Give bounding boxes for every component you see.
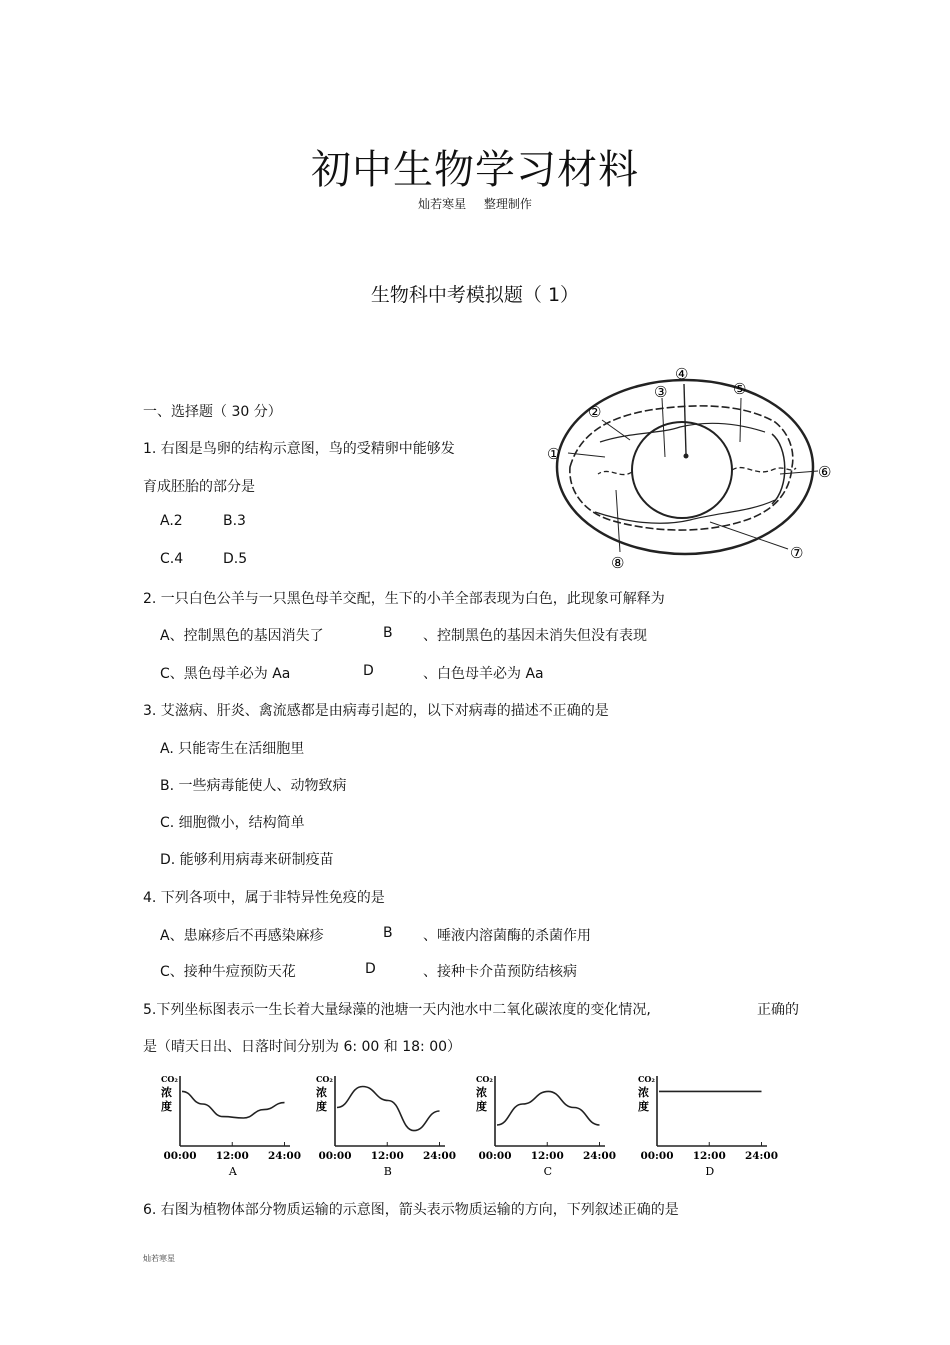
q3-stem: 3. 艾滋病、肝炎、禽流感都是由病毒引起的，以下对病毒的描述不正确的是 — [143, 703, 609, 719]
egg-label-2: ② — [588, 403, 602, 421]
egg-label-5: ⑤ — [733, 380, 747, 398]
chart-d-ylabel-2: 度 — [638, 1100, 649, 1113]
egg-label-3: ③ — [654, 383, 668, 401]
chart-b-label: B — [383, 1165, 392, 1178]
section-heading: 一、选择题（ 30 分） — [143, 404, 282, 420]
egg-structure-diagram — [540, 362, 840, 572]
q6-stem: 6. 右图为植物体部分物质运输的示意图，箭头表示物质运输的方向，下列叙述正确的是 — [143, 1202, 679, 1218]
chart-c-xtick-2: 24:00 — [582, 1150, 617, 1162]
q1-stem-line2: 育成胚胎的部分是 — [143, 479, 255, 495]
q2-stem: 2. 一只白色公羊与一只黑色母羊交配，生下的小羊全部表现为白色，此现象可解释为 — [143, 591, 665, 607]
chart-a-ylabel-1: 浓 — [161, 1086, 172, 1099]
q4-option-b: 、唾液内溶菌酶的杀菌作用 — [423, 928, 591, 944]
page-footer: 灿若寒星 — [143, 1254, 175, 1263]
chalaza-left — [598, 471, 632, 474]
chalaza-right — [732, 468, 796, 472]
egg-membrane — [570, 406, 793, 530]
chart-d-xtick-1: 12:00 — [692, 1150, 726, 1162]
egg-label-1: ① — [547, 445, 561, 463]
egg-label-6: ⑥ — [818, 463, 832, 481]
q2-option-b-letter: B — [383, 625, 393, 641]
q2-option-b: 、控制黑色的基因未消失但没有表现 — [423, 628, 647, 644]
chart-c-ylabel-0: CO₂ — [476, 1074, 493, 1084]
q4-option-a: A、患麻疹后不再感染麻疹 — [160, 928, 324, 944]
chart-b-ylabel-0: CO₂ — [316, 1074, 333, 1084]
q4-option-b-letter: B — [383, 925, 393, 941]
chart-a-xtick-2: 24:00 — [267, 1150, 302, 1162]
q5-stem-line1-right: 正确的 — [757, 1002, 799, 1018]
q4-option-d: 、接种卡介苗预防结核病 — [423, 964, 577, 980]
q2-option-c: C、黑色母羊必为 Aa — [160, 666, 291, 682]
chart-d-ylabel-1: 浓 — [638, 1086, 649, 1099]
chart-d-xtick-2: 24:00 — [744, 1150, 779, 1162]
chart-d-xtick-0: 00:00 — [640, 1150, 674, 1162]
chart-b-ylabel-1: 浓 — [316, 1086, 327, 1099]
chart-a-xtick-1: 12:00 — [215, 1150, 249, 1162]
q3-option-d: D. 能够利用病毒来研制疫苗 — [160, 852, 334, 868]
document-title: 初中生物学习材料 — [311, 147, 639, 193]
q2-option-a: A、控制黑色的基因消失了 — [160, 628, 324, 644]
chart-b-xtick-0: 00:00 — [318, 1150, 352, 1162]
chart-b-curve — [337, 1087, 440, 1131]
chart-a-ylabel-2: 度 — [161, 1100, 172, 1113]
chart-a-curve — [182, 1091, 285, 1118]
chart-c-ylabel-2: 度 — [476, 1100, 487, 1113]
q3-option-b: B. 一些病毒能使人、动物致病 — [160, 778, 347, 794]
q5-stem-line1: 5.下列坐标图表示一生长着大量绿藻的池塘一天内池水中二氧化碳浓度的变化情况, — [143, 1002, 651, 1018]
q4-option-d-letter: D — [365, 961, 376, 977]
chart-b-xtick-2: 24:00 — [422, 1150, 457, 1162]
exam-title: 生物科中考模拟题（ 1） — [370, 284, 580, 306]
q5-stem-line2: 是（晴天日出、日落时间分别为 6: 00 和 18: 00） — [143, 1039, 462, 1055]
q2-option-d: 、白色母羊必为 Aa — [423, 666, 544, 682]
q4-option-c: C、接种牛痘预防天花 — [160, 964, 296, 980]
chart-c-label: C — [543, 1165, 553, 1178]
document-subtitle: 灿若寒星 整理制作 — [418, 197, 532, 211]
q4-stem: 4. 下列各项中，属于非特异性免疫的是 — [143, 890, 385, 906]
q1-stem-line1: 1. 右图是鸟卵的结构示意图，鸟的受精卵中能够发 — [143, 441, 455, 457]
chart-d-label: D — [705, 1165, 715, 1178]
q1-option-a: A.2 — [160, 513, 183, 529]
chart-c-ylabel-1: 浓 — [476, 1086, 487, 1099]
chart-c-xtick-0: 00:00 — [478, 1150, 512, 1162]
q1-option-d: D.5 — [223, 551, 248, 567]
q3-option-a: A. 只能寄生在活细胞里 — [160, 741, 305, 757]
q3-option-c: C. 细胞微小，结构简单 — [160, 815, 305, 831]
q1-option-c: C.4 — [160, 551, 184, 567]
egg-yolk — [632, 422, 732, 518]
chart-b-ylabel-2: 度 — [316, 1100, 327, 1113]
egg-label-4: ④ — [675, 365, 689, 383]
chart-a-label: A — [228, 1165, 237, 1178]
chart-a-ylabel-0: CO₂ — [161, 1074, 178, 1084]
chart-c-xtick-1: 12:00 — [530, 1150, 564, 1162]
q1-option-b: B.3 — [223, 513, 246, 529]
co2-charts — [150, 1068, 800, 1180]
chart-b-xtick-1: 12:00 — [370, 1150, 404, 1162]
q2-option-d-letter: D — [363, 663, 374, 679]
chart-d-ylabel-0: CO₂ — [638, 1074, 655, 1084]
egg-label-8: ⑧ — [611, 554, 625, 572]
egg-label-7: ⑦ — [790, 544, 804, 562]
chart-c-curve — [497, 1091, 600, 1125]
chart-a-xtick-0: 00:00 — [163, 1150, 197, 1162]
